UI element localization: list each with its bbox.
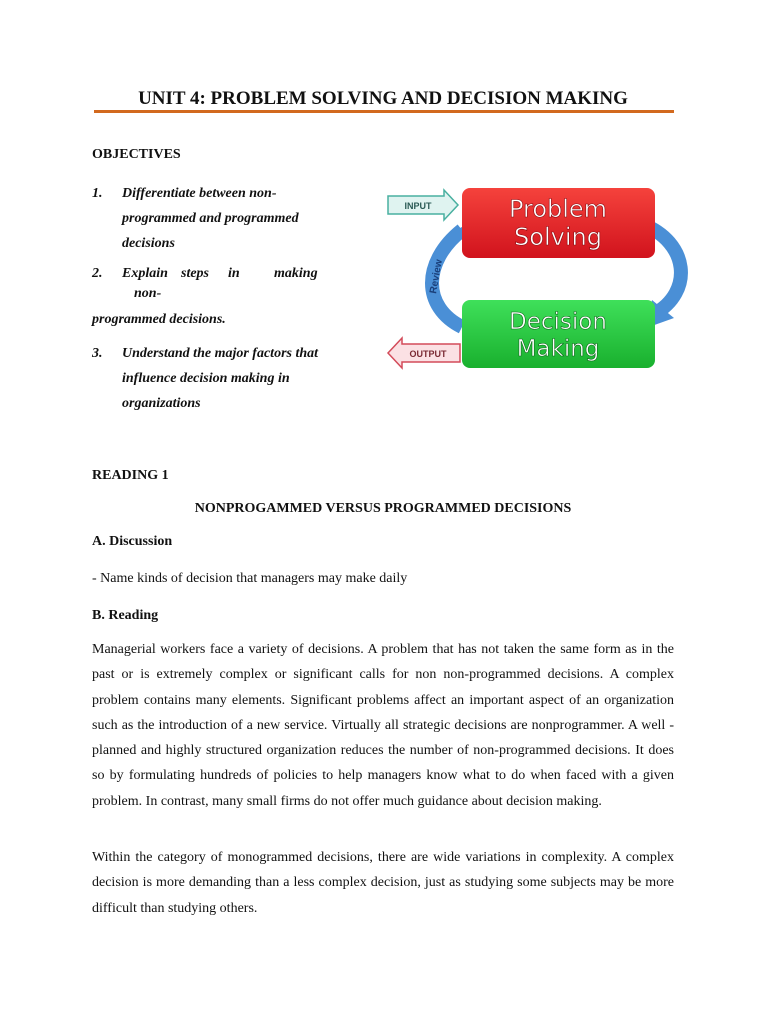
problem-box-line1: Problem <box>508 195 608 223</box>
reading-paragraph-2: Within the category of monogrammed decisions, there are wide variations in complexity. A complex decision is more demanding than a less complex decision, just as studying some subjects may be more difficult than studying others. <box>92 850 674 916</box>
decision-box-line1: Decision <box>509 309 607 335</box>
objective-number: 1. <box>92 186 103 201</box>
reading-heading: READING 1 <box>92 468 169 483</box>
input-arrow-icon <box>388 190 458 220</box>
objective-word: Explain <box>122 266 168 281</box>
input-label: INPUT <box>404 201 432 211</box>
objective-word: programmed decisions. <box>92 312 226 327</box>
page-title: UNIT 4: PROBLEM SOLVING AND DECISION MAKING <box>138 88 628 109</box>
objective-word: making <box>274 266 318 281</box>
decision-box-line2: Making <box>516 336 600 362</box>
objective-item-1 <box>92 181 352 261</box>
problem-solving-diagram <box>384 182 704 372</box>
objective-number: 3. <box>92 346 103 361</box>
output-label: OUTPUT <box>409 349 447 359</box>
objective-word: steps <box>181 266 209 281</box>
review-label: Review <box>428 258 445 295</box>
objective-word: non- <box>134 286 162 301</box>
title-underline <box>94 110 674 113</box>
objective-item-3 <box>92 341 352 421</box>
section-title: NONPROGAMMED VERSUS PROGRAMMED DECISIONS <box>194 501 572 516</box>
reading-subheading: B. Reading <box>92 608 159 623</box>
objective-text: Understand the major factors that influence decision making in organizations <box>122 346 319 411</box>
output-arrow-icon <box>388 338 460 368</box>
objectives-heading: OBJECTIVES <box>92 147 181 162</box>
problem-box-line2: Solving <box>514 223 602 251</box>
objective-text: Differentiate between non-programmed and programmed decisions <box>122 186 299 251</box>
discussion-prompt: - Name kinds of decision that managers may make daily <box>92 571 408 586</box>
objective-word: in <box>228 266 240 281</box>
objective-number: 2. <box>92 266 103 281</box>
discussion-heading: A. Discussion <box>92 534 173 549</box>
reading-paragraph-1: Managerial workers face a variety of decisions. A problem that has not taken the same form as in the past or is extremely complex or significant calls for non non-programmed decisions. A complex problem contains many elements. Significant problems affect an important aspect of an organization such as the introduction of a new service. Virtually all strategic decisions are nonprogrammer. A well - planned and highly structured organization reduces the number of non-programmed decisions. It does so by formulating hundreds of policies to help managers know what to do when faced with a given problem. In contrast, many small firms do not offer much guidance about decision making. <box>92 642 674 809</box>
